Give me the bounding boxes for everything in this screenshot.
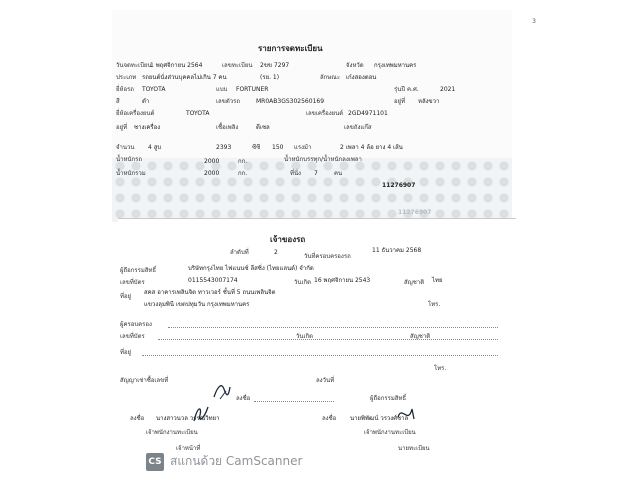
load-label: น้ำหนักบรรทุก/น้ำหนักลงเพลา: [284, 156, 362, 163]
officer-left-signature: [188, 401, 212, 425]
engine-location-label: อยู่ที่: [116, 124, 128, 131]
fuel-label: เชื้อเพลิง: [216, 124, 239, 131]
hp-label: แรงม้า: [294, 144, 312, 151]
camscanner-watermark: [146, 452, 302, 471]
owner-id-label: เลขที่บัตร: [120, 279, 145, 286]
order-value: 2: [274, 249, 278, 256]
owner-section-title: เจ้าของรถ: [270, 235, 306, 244]
serial-number: 11276907: [382, 182, 416, 189]
owner-birth-label: วันเกิด: [294, 279, 312, 286]
engine-location-value: ซางเครื่อง: [134, 124, 161, 131]
reg-date-value: 1 พฤศจิกายน 2564: [150, 62, 203, 69]
brand-value: TOYOTA: [142, 86, 166, 93]
province-label: จังหวัด: [346, 62, 364, 69]
gas-tank-label: เลขถังแก๊ส: [344, 124, 372, 131]
camscanner-text: สแกนด้วย CamScanner: [170, 454, 303, 468]
weight-value: 2000: [204, 158, 220, 165]
gross-weight-unit: กก.: [238, 170, 248, 177]
security-pattern: [112, 158, 512, 222]
lease-contract-label: สัญญาเช่าซื้อเลขที่: [120, 377, 169, 384]
style-value: เก๋งสองตอน: [346, 74, 377, 81]
type-code: (รย. 1): [260, 74, 280, 81]
province-value: กรุงเทพมหานคร: [374, 62, 417, 69]
officer-right-caption: นายทะเบียน: [398, 445, 430, 452]
order-label: ลำดับที่: [230, 249, 249, 256]
gross-weight-value: 2000: [204, 170, 220, 177]
cylinder-value: 4 สูบ: [148, 144, 162, 151]
seat-label: ที่นั่ง: [290, 170, 301, 177]
possessor-id-label: เลขที่บัตร: [120, 333, 145, 340]
owner-name-label: ผู้ถือกรรมสิทธิ์: [120, 267, 157, 274]
officer-right-signature: [394, 403, 418, 427]
cc-value: 2393: [216, 144, 232, 151]
officer-right-sign-label: ลงชื่อ: [322, 415, 337, 422]
owner-address-label: ที่อยู่: [120, 293, 132, 300]
weight-label: น้ำหนักรถ: [116, 156, 143, 163]
owner-signature: [210, 379, 234, 403]
owner-phone-label: โทร.: [428, 301, 441, 308]
model-label: แบบ: [216, 86, 228, 93]
possessor-phone-label: โทร.: [434, 365, 447, 372]
axle-value: 2 เพลา 4 ล้อ ยาง 4 เส้น: [340, 144, 403, 151]
cylinder-label: จำนวน: [116, 144, 135, 151]
gross-weight-label: น้ำหนักรวม: [116, 170, 146, 177]
type-label: ประเภท: [116, 74, 137, 81]
possessor-name-label: ผู้ครอบครอง: [120, 321, 152, 328]
possessor-nationality-label: สัญชาติ: [410, 333, 431, 340]
possession-date-value: 11 ธันวาคม 2568: [372, 247, 422, 254]
owner-nationality-value: ไทย: [432, 277, 443, 284]
hp-value: 150: [272, 144, 284, 151]
chassis-label: เลขตัวรถ: [216, 98, 240, 105]
officer-left-name: นางสาวนวล วรรณวิทยา: [156, 415, 220, 422]
chassis-value: MR0AB3GS302560169: [256, 98, 325, 105]
lease-date-label: ลงวันที่: [316, 377, 335, 384]
sign-label: ลงชื่อ: [236, 395, 251, 402]
color-label: สี: [116, 98, 120, 105]
owner-id-value: 0115543007174: [188, 277, 238, 284]
possessor-address-label: ที่อยู่: [120, 349, 132, 356]
reg-date-label: วันจดทะเบียน: [116, 62, 152, 69]
page-number: 3: [532, 18, 536, 25]
possession-date-label: วันที่ครอบครองรถ: [304, 253, 351, 260]
engine-number-label: เลขเครื่องยนต์: [306, 110, 344, 117]
possessor-name-line: [168, 327, 498, 328]
type-value: รถยนต์นั่งส่วนบุคคลไม่เกิน 7 คน: [142, 74, 227, 81]
registration-document: [112, 0, 536, 480]
year-label: รุ่นปี ค.ศ.: [394, 86, 419, 93]
owner-signature-label: ผู้ถือกรรมสิทธิ์: [370, 395, 407, 402]
engine-number-value: 2GD4971101: [348, 110, 388, 117]
seat-value: 7: [314, 170, 318, 177]
weight-unit: กก.: [238, 158, 248, 165]
officer-right-name: นายพิพัฒน์ วรวงศ์ชาล: [350, 415, 409, 422]
fuel-value: ดีเซล: [256, 124, 270, 131]
registration-title: รายการจดทะเบียน: [258, 44, 323, 53]
cc-label: ซีซี: [252, 144, 261, 151]
owner-sheet: [118, 209, 516, 477]
seat-unit: คน: [334, 170, 343, 177]
year-value: 2021: [440, 86, 456, 93]
owner-address-line1: สคส อาคารเพลินจิต ทาวเวอร์ ชั้นที่ 5 ถนนเพลินจิต: [144, 289, 276, 296]
officer-left-caption: เจ้าหน้าที่: [176, 445, 201, 452]
model-value: FORTUNER: [236, 86, 269, 93]
engine-brand-label: ยี่ห้อเครื่องยนต์: [116, 110, 155, 117]
engine-brand-value: TOYOTA: [186, 110, 210, 117]
owner-address-line2: แขวงลุมพินี เขตปทุมวัน กรุงเทพมหานคร: [144, 301, 250, 308]
brand-label: ยี่ห้อรถ: [116, 86, 134, 93]
plate-label: เลขทะเบียน: [222, 62, 253, 69]
officer-left-role: เจ้าพนักงานทะเบียน: [146, 429, 198, 436]
possessor-address-line: [142, 355, 498, 356]
chassis-location-label: อยู่ที่: [394, 98, 406, 105]
color-value: ดำ: [142, 98, 150, 105]
possessor-id-line: [158, 339, 498, 340]
possessor-birth-label: วันเกิด: [296, 333, 314, 340]
chassis-location-value: หลังขวา: [418, 98, 440, 105]
officer-right-role: เจ้าพนักงานทะเบียน: [364, 429, 416, 436]
serial-number-faded: 11276907: [398, 209, 432, 216]
officer-left-sign-label: ลงชื่อ: [130, 415, 145, 422]
owner-sign-line: [254, 401, 334, 402]
owner-name-value: บริษัทกรุงไทย ไฟแนนซ์ ลีสซิ่ง (ไทยแลนด์) จำกัด: [188, 265, 314, 272]
owner-nationality-label: สัญชาติ: [404, 279, 425, 286]
camscanner-logo-icon: CS: [146, 453, 164, 471]
plate-value: 2ขข 7297: [260, 62, 290, 69]
style-label: ลักษณะ: [320, 74, 341, 81]
owner-birth-value: 16 พฤศจิกายน 2543: [314, 277, 371, 284]
